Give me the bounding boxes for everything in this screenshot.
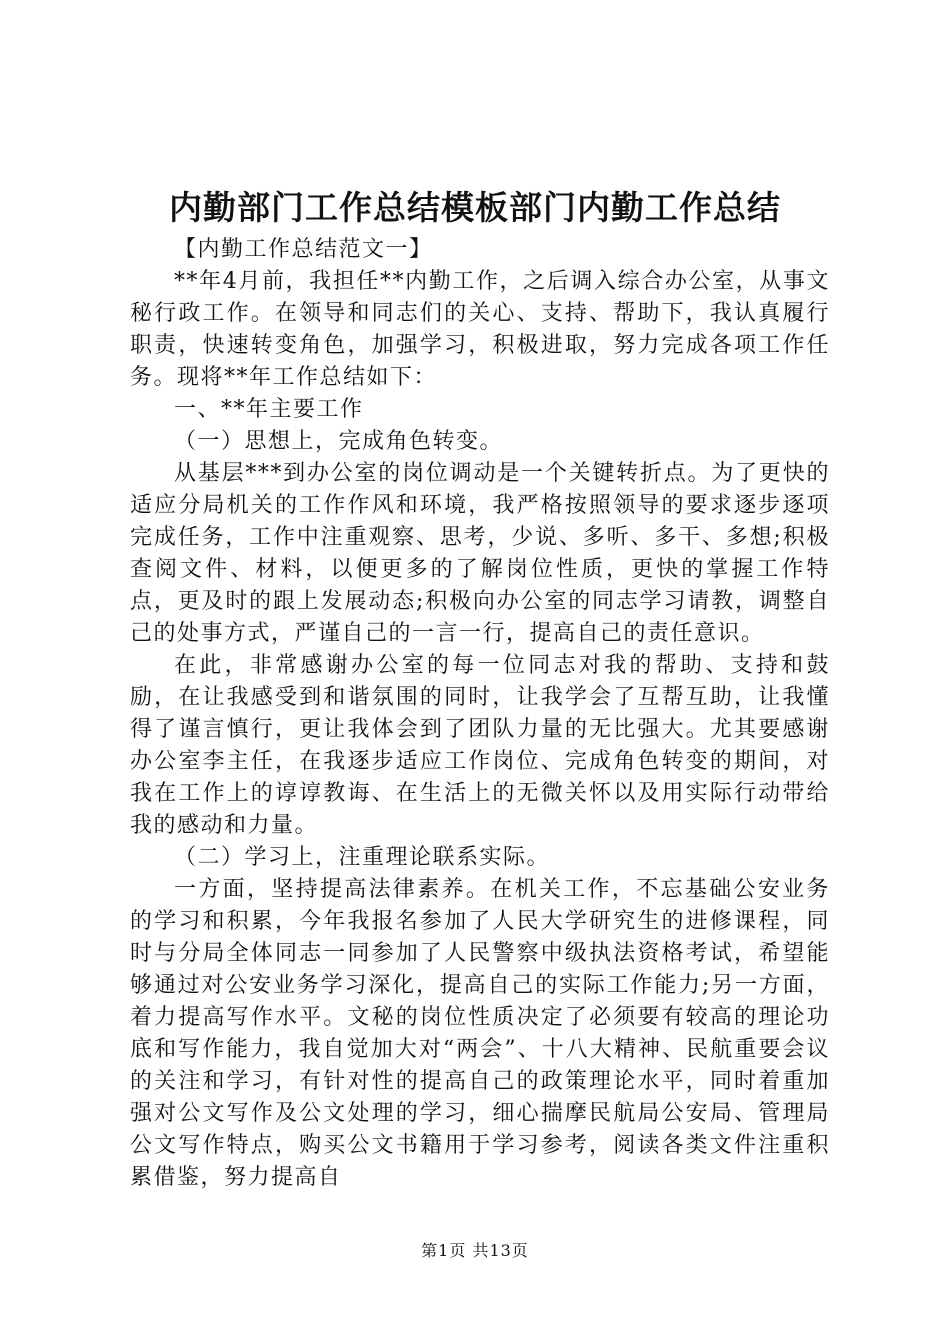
paragraph-role-change: 从基层***到办公室的岗位调动是一个关键转折点。为了更快的适应分局机关的工作作风和环境，我严格按照领导的要求逐步逐项完成任务，工作中注重观察、思考，少说、多听、多干、多想;积极查阅文件、材料，以便更多的了解岗位性质，更快的掌握工作特点，更及时的跟上发展动态;积极向办公室的同志学习请教，调整自己的处事方式，严谨自己的一言一行，提高自己的责任意识。 [130, 461, 830, 646]
paragraph-study-detail: 一方面，坚持提高法律素养。在机关工作，不忘基础公安业务的学习和积累，今年我报名参加了人民大学研究生的进修课程，同时与分局全体同志一同参加了人民警察中级执法资格考试，希望能够通过对公安业务学习深化，提高自己的实际工作能力;另一方面，着力提高写作水平。文秘的岗位性质决定了必须要有较高的理论功底和写作能力，我自觉加大对“两会”、十八大精神、民航重要会议的关注和学习，有针对性的提高自己的政策理论水平，同时着重加强对公文写作及公文处理的学习，细心揣摩民航局公安局、管理局公文写作特点，购买公文书籍用于学习参考，阅读各类文件注重积累借鉴，努力提高自 [130, 877, 830, 1190]
document-title: 内勤部门工作总结模板部门内勤工作总结 [169, 188, 781, 227]
subheading-study: （二）学习上，注重理论联系实际。 [174, 845, 551, 870]
paragraph-intro: **年4月前，我担任**内勤工作，之后调入综合办公室，从事文秘行政工作。在领导和同志们的关心、支持、帮助下，我认真履行职责，快速转变角色，加强学习，积极进取，努力完成各项工作任务。现将**年工作总结如下： [130, 269, 830, 390]
heading-main-work: 一、**年主要工作 [174, 397, 364, 422]
document-body [130, 234, 830, 1194]
page-footer: 第1页 共13页 [421, 1241, 529, 1260]
paragraph-thanks: 在此，非常感谢办公室的每一位同志对我的帮助、支持和鼓励，在让我感受到和谐氛围的同时，让我学会了互帮互助，让我懂得了谨言慎行，更让我体会到了团队力量的无比强大。尤其要感谢办公室李主任，在我逐步适应工作岗位、完成角色转变的期间，对我在工作上的谆谆教诲、在生活上的无微关怀以及用实际行动带给我的感动和力量。 [130, 653, 830, 838]
subheading-thought: （一）思想上，完成角色转变。 [174, 429, 504, 454]
paragraph-section-label: 【内勤工作总结范文一】 [174, 237, 433, 262]
